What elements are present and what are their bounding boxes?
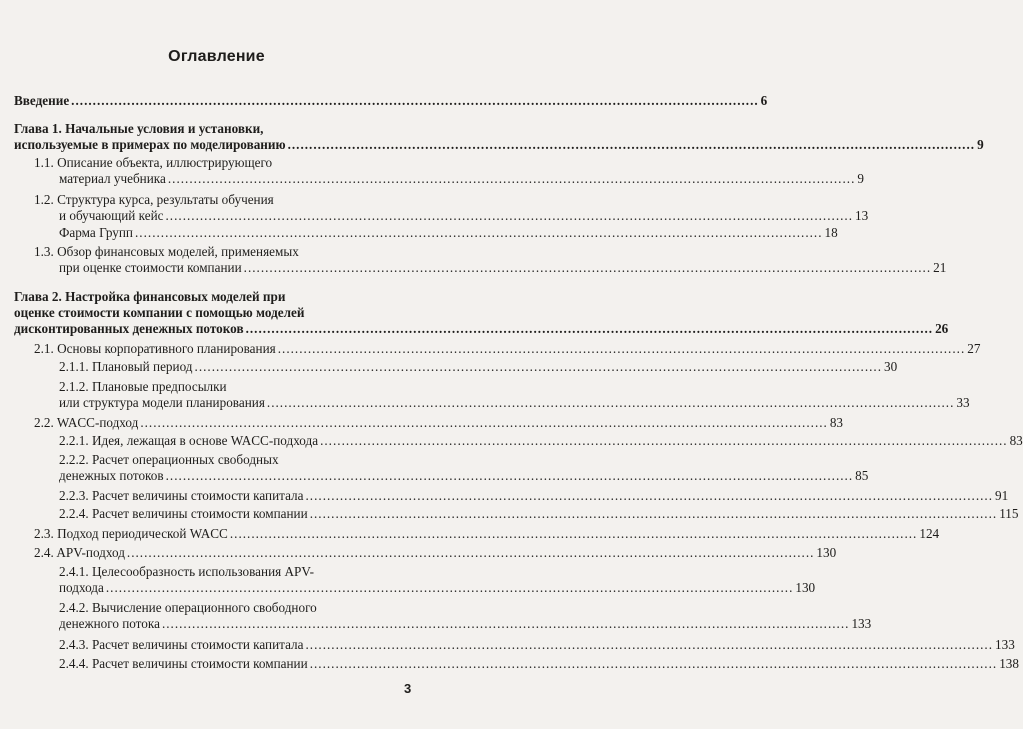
leader-dots [310,506,998,522]
leader-dots [106,580,794,596]
page-ref: 26 [935,321,949,336]
page-ref: 124 [919,526,940,541]
toc-subsection-2-4-2: 2.4.2. Вычисление операционного свободного денежного потока ..... 133 [0,600,492,632]
page-ref: 27 [967,341,981,356]
toc-section-1-2: 1.2. Структура курса, результаты обучения и обучающий кейс ..... 13 [0,192,467,224]
toc-section-2-2: 2.2. WACC-подход ..... 83 [0,415,467,431]
page-ref: 18 [824,225,838,240]
leader-dots [230,526,918,542]
page-ref: 83 [1009,433,1023,448]
toc-chapter-2: Глава 2. Настройка финансовых моделей при оценке стоимости компании с помощью моделей дисконтированных денежных потоков ..... 26 [0,289,447,337]
leader-dots [278,341,966,357]
toc-subsection-2-2-4: 2.2.4. Расчет величины стоимости компании ..... 115 [0,506,492,522]
leader-dots [288,137,976,153]
page-ref: 130 [816,545,837,560]
page-ref: 9 [857,171,864,186]
page-ref: 91 [995,488,1009,503]
toc-subsection-2-2-2: 2.2.2. Расчет операционных свободных денежных потоков ..... 85 [0,452,492,484]
leader-dots [166,468,854,484]
leader-dots [162,616,850,632]
toc-section-1-1: 1.1. Описание объекта, иллюстрирующего материал учебника ..... 9 [0,155,467,187]
leader-dots [140,415,828,431]
page-ref: 133 [851,616,872,631]
page-ref: 6 [760,93,768,108]
page-ref: 33 [956,395,970,410]
toc-subsection-2-1-2: 2.1.2. Плановые предпосылки или структура модели планирования ..... 33 [0,379,492,411]
toc-subentry-farma: Фарма Групп ..... 18 [0,225,492,241]
leader-dots [306,637,994,653]
toc-section-1-3: 1.3. Обзор финансовых моделей, применяемых при оценке стоимости компании ..... 21 [0,244,467,276]
page-ref: 83 [829,415,844,430]
toc-section-2-4: 2.4. APV-подход ..... 130 [0,545,467,561]
page-ref: 133 [995,637,1015,652]
toc-subsection-2-4-1: 2.4.1. Целесообразность использования APV- подхода ..... 130 [0,564,492,596]
leader-dots [246,321,934,337]
toc-section-2-1: 2.1. Основы корпоративного планирования ..... 27 [0,341,467,357]
toc-subsection-2-1-1: 2.1.1. Плановый период ..... 30 [0,359,492,375]
page-ref: 30 [884,359,898,374]
toc-chapter-1: Глава 1. Начальные условия и установки, используемые в примерах по моделированию ..... 9 [0,121,447,153]
page-ref: 130 [795,580,816,595]
page-ref: 9 [977,137,984,152]
page-ref: 138 [999,656,1019,671]
page-ref: 115 [999,506,1019,521]
toc-subsection-2-4-4: 2.4.4. Расчет величины стоимости компании ..... 138 [0,656,492,672]
leader-dots [310,656,998,672]
leader-dots [306,488,994,504]
leader-dots [127,545,815,561]
toc-subsection-2-2-1: 2.2.1. Идея, лежащая в основе WACC-подхода ..... 83 [0,433,492,449]
page-ref: 85 [855,468,869,483]
toc-section-2-3: 2.3. Подход периодической WACC ..... 124 [0,526,467,542]
page-ref: 21 [933,260,947,275]
page-title: Оглавление [168,48,265,65]
leader-dots [267,395,955,411]
toc-subsection-2-2-3: 2.2.3. Расчет величины стоимости капитала ..... 91 [0,488,492,504]
leader-dots [244,260,932,276]
page-ref: 13 [855,208,869,223]
page-number: 3 [404,681,412,696]
toc-subsection-2-4-3: 2.4.3. Расчет величины стоимости капитала ..... 133 [0,637,492,653]
leader-dots [320,433,1008,449]
leader-dots [71,93,759,109]
leader-dots [166,208,854,224]
toc-entry-intro: Введение ..... 6 [0,93,447,109]
leader-dots [135,225,823,241]
leader-dots [195,359,883,375]
leader-dots [168,171,856,187]
